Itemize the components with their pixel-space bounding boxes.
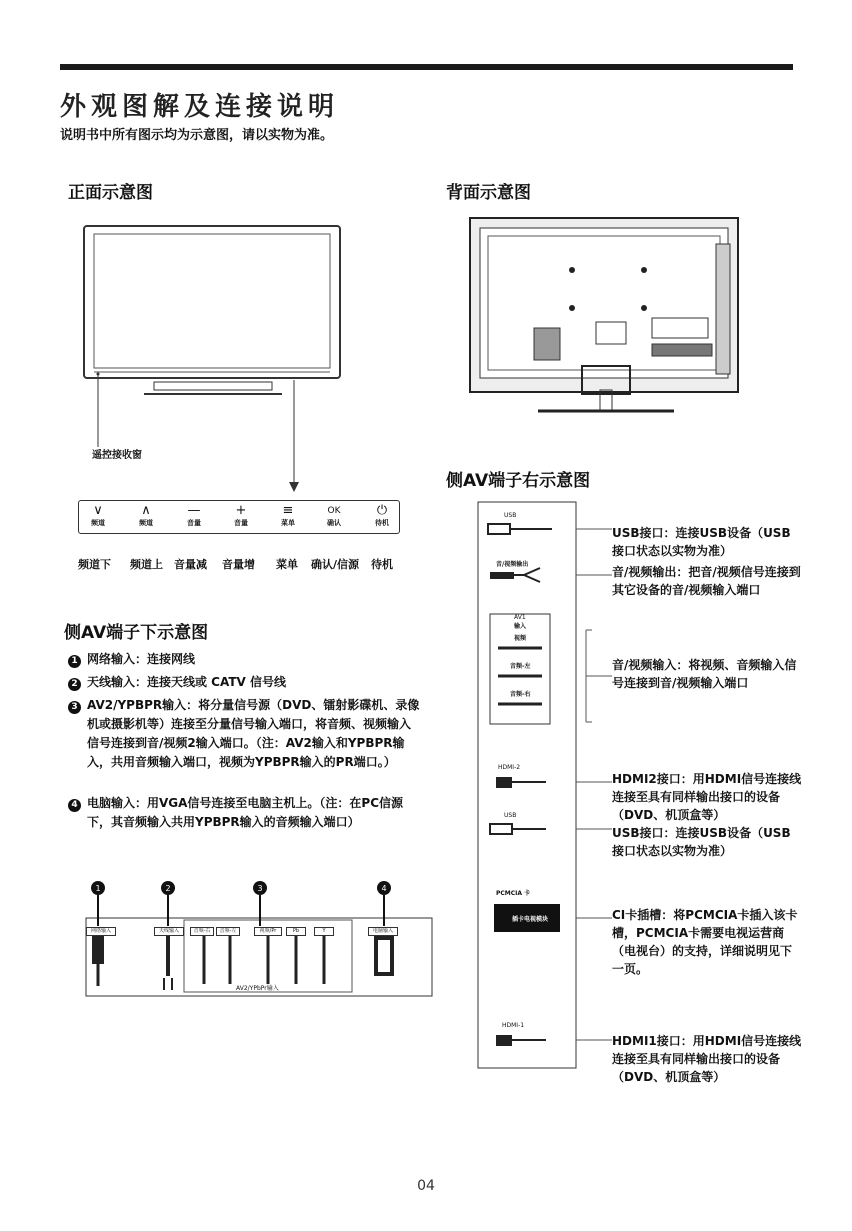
label-menu: 菜单 [276, 558, 298, 571]
port-pb-label: Pb [286, 927, 306, 936]
desc-usb2: USB接口：连接USB设备（USB接口状态以实物为准） [612, 826, 791, 858]
desc-av-in: 音/视频输入：将视频、音频输入信号连接到音/视频输入端口 [612, 658, 797, 690]
label-volume-down: 音量减 [174, 558, 207, 571]
bottom-av-item-4: 4 电脑输入：用VGA信号连接至电脑主机上。（注：在PC信源下，其音频输入共用YPBPR输入的音频输入端口） [68, 794, 420, 832]
port-lan-label: 网络输入 [86, 927, 116, 936]
bottom-av-item-1: 1 网络输入：连接网线 [68, 650, 420, 669]
port-audio-l-label: 音频-左 [216, 927, 240, 936]
ok-button[interactable]: OK 确认 [327, 506, 341, 527]
svg-text:1: 1 [95, 884, 101, 893]
label-channel-up: 频道上 [130, 558, 163, 571]
page-title: 外观图解及连接说明 [60, 92, 340, 122]
desc-av-out: 音/视频输出：把音/视频信号连接到其它设备的音/视频输入端口 [612, 565, 801, 597]
svg-text:4: 4 [381, 884, 387, 893]
back-heading: 背面示意图 [446, 183, 531, 203]
page-subtitle: 说明书中所有图示均为示意图，请以实物为准。 [60, 128, 334, 143]
desc-hdmi2: HDMI2接口：用HDMI信号连接线连接至具有同样输出接口的设备（DVD、机顶盒等） [612, 772, 802, 822]
side-card-label: 插卡电视模块 [511, 916, 548, 923]
side-av1-in-label: 输入 [514, 623, 527, 630]
bottom-av-heading: 侧AV端子下示意图 [64, 623, 209, 643]
remote-receiver-label: 遥控接收窗 [92, 450, 142, 461]
back-tv-illustration [466, 214, 746, 418]
port-audio-r-label: 音频-右 [190, 927, 214, 936]
bottom-av-item-2: 2 天线输入：连接天线或 CATV 信号线 [68, 673, 420, 692]
svg-text:2: 2 [165, 884, 171, 893]
channel-down-button[interactable]: ∨ 频道 [91, 503, 105, 527]
side-hdmi2-label: HDMI-2 [498, 764, 521, 771]
bottom-connector-panel [84, 876, 434, 998]
label-channel-down: 频道下 [78, 558, 111, 571]
bottom-av-item-3: 3 AV2/YPBPR输入：将分量信号源（DVD、镭射影碟机、录像机或摄影机等）连接至分量信号输入端口，将音频、视频输入信号连接到音/视频2输入端口。（注：AV2输入和YPBPR输入，共用音频输入端口，视频为YPBPR输入的PR端口。） [68, 696, 420, 772]
front-callout-lines [92, 372, 312, 497]
header-rule [60, 64, 793, 70]
menu-button[interactable]: ≡ 菜单 [281, 503, 295, 527]
side-usb1-label: USB [504, 512, 517, 519]
channel-up-button[interactable]: ∧ 频道 [139, 503, 153, 527]
av2-group-label: AV2/YPbPr输入 [236, 985, 279, 992]
side-av-heading: 侧AV端子右示意图 [446, 471, 591, 491]
side-connector-panel [476, 500, 618, 1070]
desc-ci-slot: CI卡插槽：将PCMCIA卡插入该卡槽，PCMCIA卡需要电视运营商（电视台）的支持，详细说明见下一页。 [612, 908, 798, 976]
side-video-label: 视频 [514, 635, 527, 642]
front-button-panel [78, 500, 400, 534]
label-volume-up: 音量增 [222, 558, 255, 571]
side-audio-r-label: 音频-右 [510, 691, 531, 698]
volume-up-button[interactable]: + 音量 [234, 503, 248, 527]
label-standby: 待机 [371, 558, 393, 571]
port-pc-label: 电脑输入 [368, 927, 398, 936]
side-usb2-label: USB [504, 812, 517, 819]
side-audio-l-label: 音频-左 [510, 663, 531, 670]
side-av1-label: AV1 [514, 614, 526, 621]
svg-text:3: 3 [257, 884, 263, 893]
side-pcmcia-label: PCMCIA 卡 [496, 890, 531, 897]
front-heading: 正面示意图 [68, 183, 153, 203]
desc-hdmi1: HDMI1接口：用HDMI信号连接线连接至具有同样输出接口的设备（DVD、机顶盒等） [612, 1034, 802, 1084]
label-ok-source: 确认/信源 [311, 558, 360, 571]
side-av-out-label: 音/视频输出 [496, 561, 529, 568]
port-y-label: Y [314, 927, 334, 936]
volume-down-button[interactable]: — 音量 [187, 503, 201, 527]
port-video-pr-label: 视频/Pr [254, 927, 282, 936]
standby-button[interactable]: ⏻ 待机 [375, 503, 389, 527]
desc-usb1: USB接口：连接USB设备（USB接口状态以实物为准） [612, 526, 791, 558]
side-hdmi1-label: HDMI-1 [502, 1022, 525, 1029]
port-antenna-label: 天线输入 [154, 927, 184, 936]
page-number: 04 [417, 1178, 435, 1194]
